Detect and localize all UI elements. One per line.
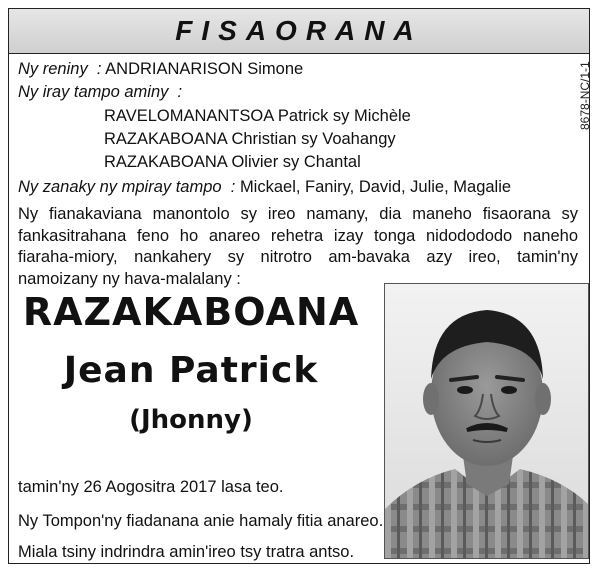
deceased-surname: RAZAKABOANA xyxy=(22,290,360,334)
closing-line: tamin'ny 26 Aogositra 2017 lasa teo. xyxy=(18,478,284,496)
closing-line: Ny Tompon'ny fiadanana anie hamaly fitia anareo. xyxy=(18,512,384,530)
nephews-names: Mickael, Faniry, David, Julie, Magalie xyxy=(239,178,512,196)
mother-name: ANDRIANARISON Simone xyxy=(105,60,304,78)
nephews-line: Ny zanaky ny mpiray tampo : Mickael, Faniry, David, Julie, Magalie xyxy=(18,178,512,196)
portrait-photo xyxy=(384,283,589,559)
notice-title: FISAORANA xyxy=(175,15,423,46)
nephews-label: Ny zanaky ny mpiray tampo xyxy=(18,178,222,196)
siblings-label-line: Ny iray tampo aminy : xyxy=(18,83,183,101)
portrait-illustration xyxy=(385,284,589,559)
mother-label: Ny reniny xyxy=(18,60,88,78)
sibling-item: RAVELOMANANTSOA Patrick sy Michèle xyxy=(104,107,411,125)
siblings-label: Ny iray tampo aminy xyxy=(18,83,169,101)
sibling-item: RAZAKABOANA Christian sy Voahangy xyxy=(104,130,396,148)
closing-line: Miala tsiny indrindra amin'ireo tsy tratra antso. xyxy=(18,543,355,561)
thanks-paragraph: Ny fianakaviana manontolo sy ireo namany, dia maneho fisaorana sy fankasitrahana feno ho anareo rehetra izay tonga nidodododo naneho fiaraha-miory, nankahery sy nitrotro am-bavaka azy ireo, tamin'ny namoizany ny hava-malalany : xyxy=(18,205,578,288)
reference-code: 8678-NC/1-1 xyxy=(578,61,592,130)
deceased-given-name: Jean Patrick xyxy=(63,350,319,391)
deceased-nickname: (Jhonny) xyxy=(129,405,253,435)
mother-line: Ny reniny : ANDRIANARISON Simone xyxy=(18,60,304,78)
sibling-item: RAZAKABOANA Olivier sy Chantal xyxy=(104,153,361,171)
notice-header xyxy=(8,8,590,54)
